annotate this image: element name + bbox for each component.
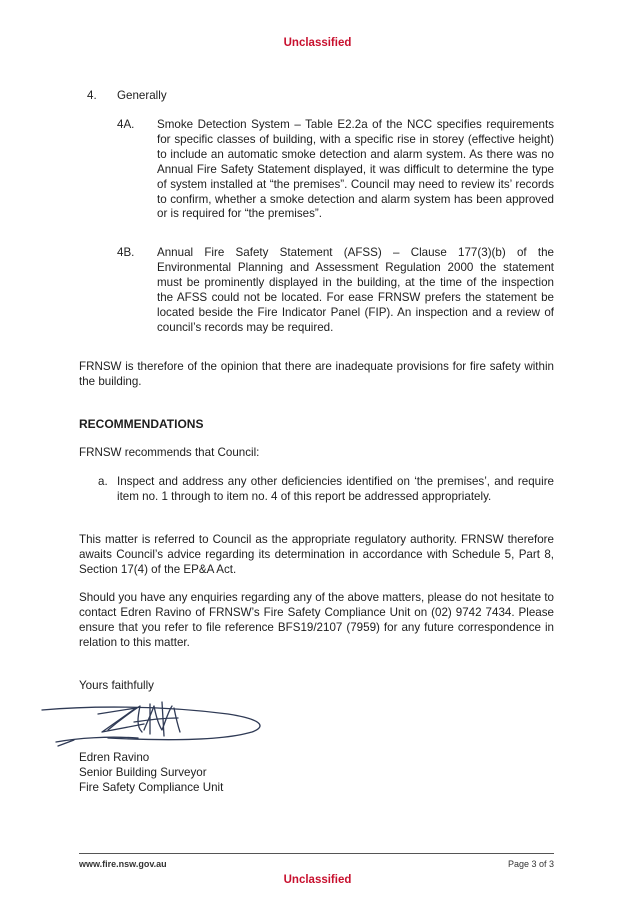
handwritten-signature (38, 694, 270, 752)
recommendations-heading: RECOMMENDATIONS (79, 417, 204, 431)
classification-footer: Unclassified (283, 874, 352, 886)
closing-salutation: Yours faithfully (79, 679, 154, 692)
footer-website-link[interactable]: www.fire.nsw.gov.au (79, 859, 167, 869)
classification-header: Unclassified (283, 37, 352, 49)
opinion-paragraph: FRNSW is therefore of the opinion that there are inadequate provisions for fire safety within the building. (79, 360, 554, 388)
recommendation-a-label: a. (98, 475, 108, 488)
item-4b-number: 4B. (117, 246, 135, 259)
section-title: Generally (117, 89, 167, 102)
enquiries-paragraph: Should you have any enquiries regarding any of the above matters, please do not hesitate to contact Edren Ravino of FRNSW’s Fire Safety Compliance Unit on (02) 9742 7434. Please ensure that you refer to file reference BFS19/2107 (7959) for any future correspondence in relation to this matter. (79, 591, 554, 649)
signer-unit: Fire Safety Compliance Unit (79, 781, 224, 794)
referral-paragraph: This matter is referred to Council as the appropriate regulatory authority. FRNSW therefore awaits Council’s advice regarding its determination in accordance with Schedule 5, Part 8, Section 17(4) of the EP&A Act. (79, 533, 554, 576)
item-4a-number: 4A. (117, 118, 135, 131)
footer-divider (79, 853, 554, 854)
item-4a-text: Smoke Detection System – Table E2.2a of the NCC specifies requirements for specific classes of building, with a specific rise in storey (effective height) to include an automatic smoke detection and alarm system. As there was no Annual Fire Safety Statement displayed, it was difficult to determine the type of system installed at “the premises”. Council may need to review its’ records to confirm, whether a smoke detection and alarm system has been approved or is required for “the premises”. (157, 118, 554, 221)
signer-name: Edren Ravino (79, 751, 150, 764)
section-number: 4. (87, 89, 97, 102)
recommendations-intro: FRNSW recommends that Council: (79, 446, 260, 459)
recommendation-a-text: Inspect and address any other deficiencies identified on ‘the premises’, and require item no. 1 through to item no. 4 of this report be addressed appropriately. (117, 475, 554, 503)
item-4b-text: Annual Fire Safety Statement (AFSS) – Clause 177(3)(b) of the Environmental Planning and Assessment Regulation 2000 the statement must be prominently displayed in the building, at the time of the inspection the AFSS could not be located. For ease FRNSW prefers the statement be located beside the Fire Indicator Panel (FIP). An inspection and a review of council’s records may be required. (157, 246, 554, 334)
signer-title: Senior Building Surveyor (79, 766, 207, 779)
footer-page-number: Page 3 of 3 (507, 859, 554, 869)
